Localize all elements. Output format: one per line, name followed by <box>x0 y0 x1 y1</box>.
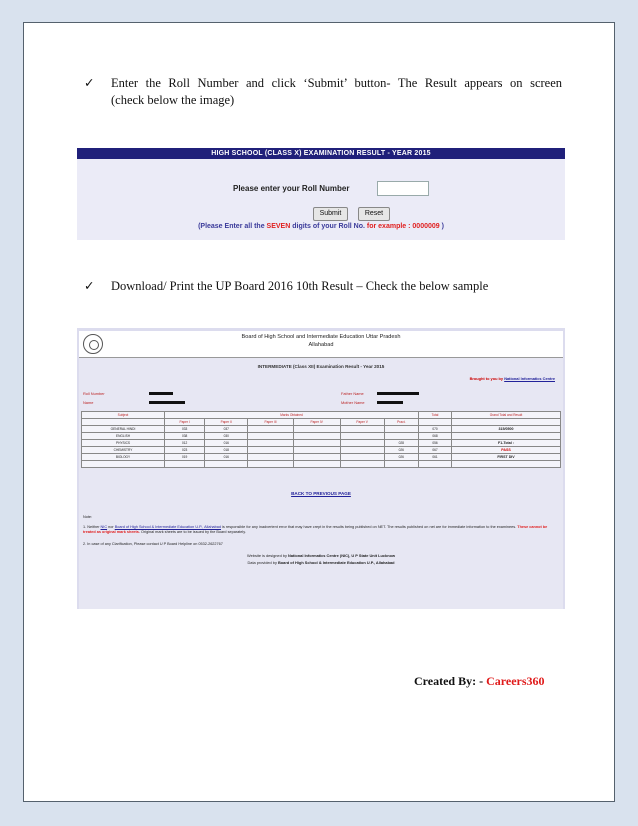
result-cell: F1-Total : <box>452 440 561 447</box>
marks-cell: 026 <box>384 454 418 461</box>
bullet-enter-roll <box>84 75 562 109</box>
bullet-text-continued: (check below the image) <box>111 93 235 107</box>
marks-cell: 033 <box>165 426 205 433</box>
designed-by <box>79 553 563 558</box>
marks-header: Marks Obtained <box>165 412 419 419</box>
table-row <box>82 440 561 447</box>
table-row <box>82 447 561 454</box>
note-warning: These cannot be treated as original mark sheets. <box>83 525 548 534</box>
reset-button[interactable]: Reset <box>358 207 390 221</box>
credit-prefix: Created By: - <box>414 674 487 688</box>
paper-header: Paper I <box>165 419 205 426</box>
marks-cell <box>384 433 418 440</box>
marks-cell: 018 <box>205 447 248 454</box>
marks-cell: 038 <box>165 433 205 440</box>
paper-header: Paper V <box>340 419 384 426</box>
result-cell: FIRST DIV <box>452 454 561 461</box>
marksheet-screenshot <box>77 328 565 609</box>
data-provided-text: Data provided by <box>247 560 278 565</box>
result-banner: HIGH SCHOOL (CLASS X) EXAMINATION RESULT - YEAR 2015 <box>77 148 565 159</box>
nic-link[interactable]: National Informatics Centre <box>504 376 555 381</box>
redacted-roll <box>149 392 173 395</box>
brought-by-text: Brought to you by <box>469 376 505 381</box>
total-cell: 068 <box>419 433 452 440</box>
result-cell <box>452 461 561 468</box>
marks-cell: 016 <box>205 454 248 461</box>
note-2: 2. In case of any Clarification, Please contact U P Board Helpline on 0532-2622767 <box>83 542 223 546</box>
table-row <box>82 426 561 433</box>
board-city: Allahabad <box>308 342 334 348</box>
note-text: Original mark sheets are to be issued by the Board separately. <box>139 530 246 534</box>
marks-cell <box>293 433 340 440</box>
table-row <box>82 454 561 461</box>
marks-cell <box>340 426 384 433</box>
total-cell: 061 <box>419 454 452 461</box>
total-cell: 067 <box>419 447 452 454</box>
name-label: Name <box>83 400 94 405</box>
note-text: nor <box>107 525 115 529</box>
marks-cell <box>340 440 384 447</box>
marks-cell: 028 <box>384 440 418 447</box>
paper-header: Paper III <box>248 419 294 426</box>
marks-cell <box>293 440 340 447</box>
roll-number-input[interactable] <box>377 181 429 196</box>
total-cell <box>419 461 452 468</box>
checkmark-icon: ✓ <box>84 279 95 293</box>
hint-text-end: ) <box>439 223 444 230</box>
data-provided-org: Board of High School & Intermediate Education U.P., Allahabad <box>277 560 395 565</box>
marksheet-header <box>79 331 563 358</box>
checkmark-icon: ✓ <box>84 76 95 90</box>
hint-text-mid: digits of your Roll No. <box>290 223 367 230</box>
table-row <box>82 461 561 468</box>
designed-by-text: Website is designed by <box>247 553 289 558</box>
redacted-mother-name <box>377 401 403 404</box>
marks-cell <box>340 447 384 454</box>
marks-cell <box>205 461 248 468</box>
back-to-previous-link[interactable]: BACK TO PREVIOUS PAGE <box>291 491 351 496</box>
paper-header: Paper II <box>205 419 248 426</box>
marks-cell: 023 <box>165 447 205 454</box>
subject-cell: GENERAL HINDI <box>82 426 165 433</box>
total-cell: 070 <box>419 426 452 433</box>
bullet-text: Enter the Roll Number and click ‘Submit’ button- The Result appears on screen <box>111 76 562 90</box>
marks-cell <box>384 426 418 433</box>
marks-cell <box>293 447 340 454</box>
subject-cell: ENGLISH <box>82 433 165 440</box>
subject-cell: CHEMISTRY <box>82 447 165 454</box>
result-cell: PASS <box>452 447 561 454</box>
marks-cell: 012 <box>165 440 205 447</box>
hint-seven: SEVEN <box>266 223 291 230</box>
marks-cell: 019 <box>165 454 205 461</box>
subject-cell: PHYSICS <box>82 440 165 447</box>
subject-header: Subject <box>82 412 165 419</box>
designed-by-org: National Informatics Centre (NIC), U P State Unit Lucknow <box>288 553 395 558</box>
subject-cell: BIOLOGY <box>82 454 165 461</box>
roll-prompt: Please enter your Roll Number <box>233 184 350 193</box>
note-text: 1. Neither <box>83 525 101 529</box>
bullet-text: Download/ Print the UP Board 2016 10th Result – Check the below sample <box>111 279 489 293</box>
note-text: is responsible for any inadvertent error that may have crept in the results being published on NET. The results published on net are for immediate information to the examinees. <box>221 525 518 529</box>
submit-button[interactable]: Submit <box>313 207 348 221</box>
brought-by <box>470 376 555 381</box>
note-title: Note: <box>83 515 93 519</box>
marks-cell <box>165 461 205 468</box>
board-link[interactable]: Board of High School & Intermediate Education U.P., Allahabad <box>114 525 221 529</box>
marks-cell <box>293 461 340 468</box>
marks-cell <box>248 461 294 468</box>
redacted-father-name <box>377 392 419 395</box>
data-provided-by <box>79 560 563 565</box>
total-header: Total <box>419 412 452 419</box>
paper-header: Paper IV <box>293 419 340 426</box>
board-name: Board of High School and Intermediate Education Uttar Pradesh <box>241 334 401 340</box>
subject-cell <box>82 461 165 468</box>
marks-table <box>81 411 561 468</box>
marks-cell <box>293 454 340 461</box>
marks-cell <box>384 461 418 468</box>
redacted-name <box>149 401 185 404</box>
table-cell <box>419 419 452 426</box>
roll-hint <box>77 223 565 230</box>
document-page <box>23 22 615 802</box>
result-form-screenshot <box>77 148 565 240</box>
mother-name-label: Mother Name <box>341 400 365 405</box>
table-cell <box>82 419 165 426</box>
hint-example: for example : 0000009 <box>366 223 440 230</box>
marks-cell <box>340 461 384 468</box>
result-cell <box>452 433 561 440</box>
marks-cell: 037 <box>205 426 248 433</box>
marksheet-title: INTERMEDIATE (Class XII) Examination Result - Year 2015 <box>257 364 385 369</box>
table-row <box>82 433 561 440</box>
marks-cell <box>340 433 384 440</box>
marks-cell: 016 <box>205 440 248 447</box>
credit-line <box>414 674 545 689</box>
marks-cell: 026 <box>384 447 418 454</box>
marks-cell <box>293 426 340 433</box>
grand-total-header: Grand Total and Result <box>452 412 561 419</box>
bullet-download <box>84 278 554 295</box>
table-cell <box>452 419 561 426</box>
marks-cell <box>248 447 294 454</box>
total-cell: 056 <box>419 440 452 447</box>
credit-brand: Careers360 <box>486 674 545 688</box>
result-cell: 315/0500 <box>452 426 561 433</box>
marks-cell <box>248 426 294 433</box>
marks-cell <box>248 433 294 440</box>
paper-header: Pract. <box>384 419 418 426</box>
nic-link[interactable]: NIC <box>100 525 108 529</box>
marks-cell: 030 <box>205 433 248 440</box>
hint-text: (Please Enter all the <box>198 223 267 230</box>
marks-cell <box>248 440 294 447</box>
roll-number-label: Roll Number <box>83 391 105 396</box>
marks-cell <box>248 454 294 461</box>
note-1 <box>83 525 559 535</box>
father-name-label: Father Name <box>341 391 364 396</box>
marks-cell <box>340 454 384 461</box>
